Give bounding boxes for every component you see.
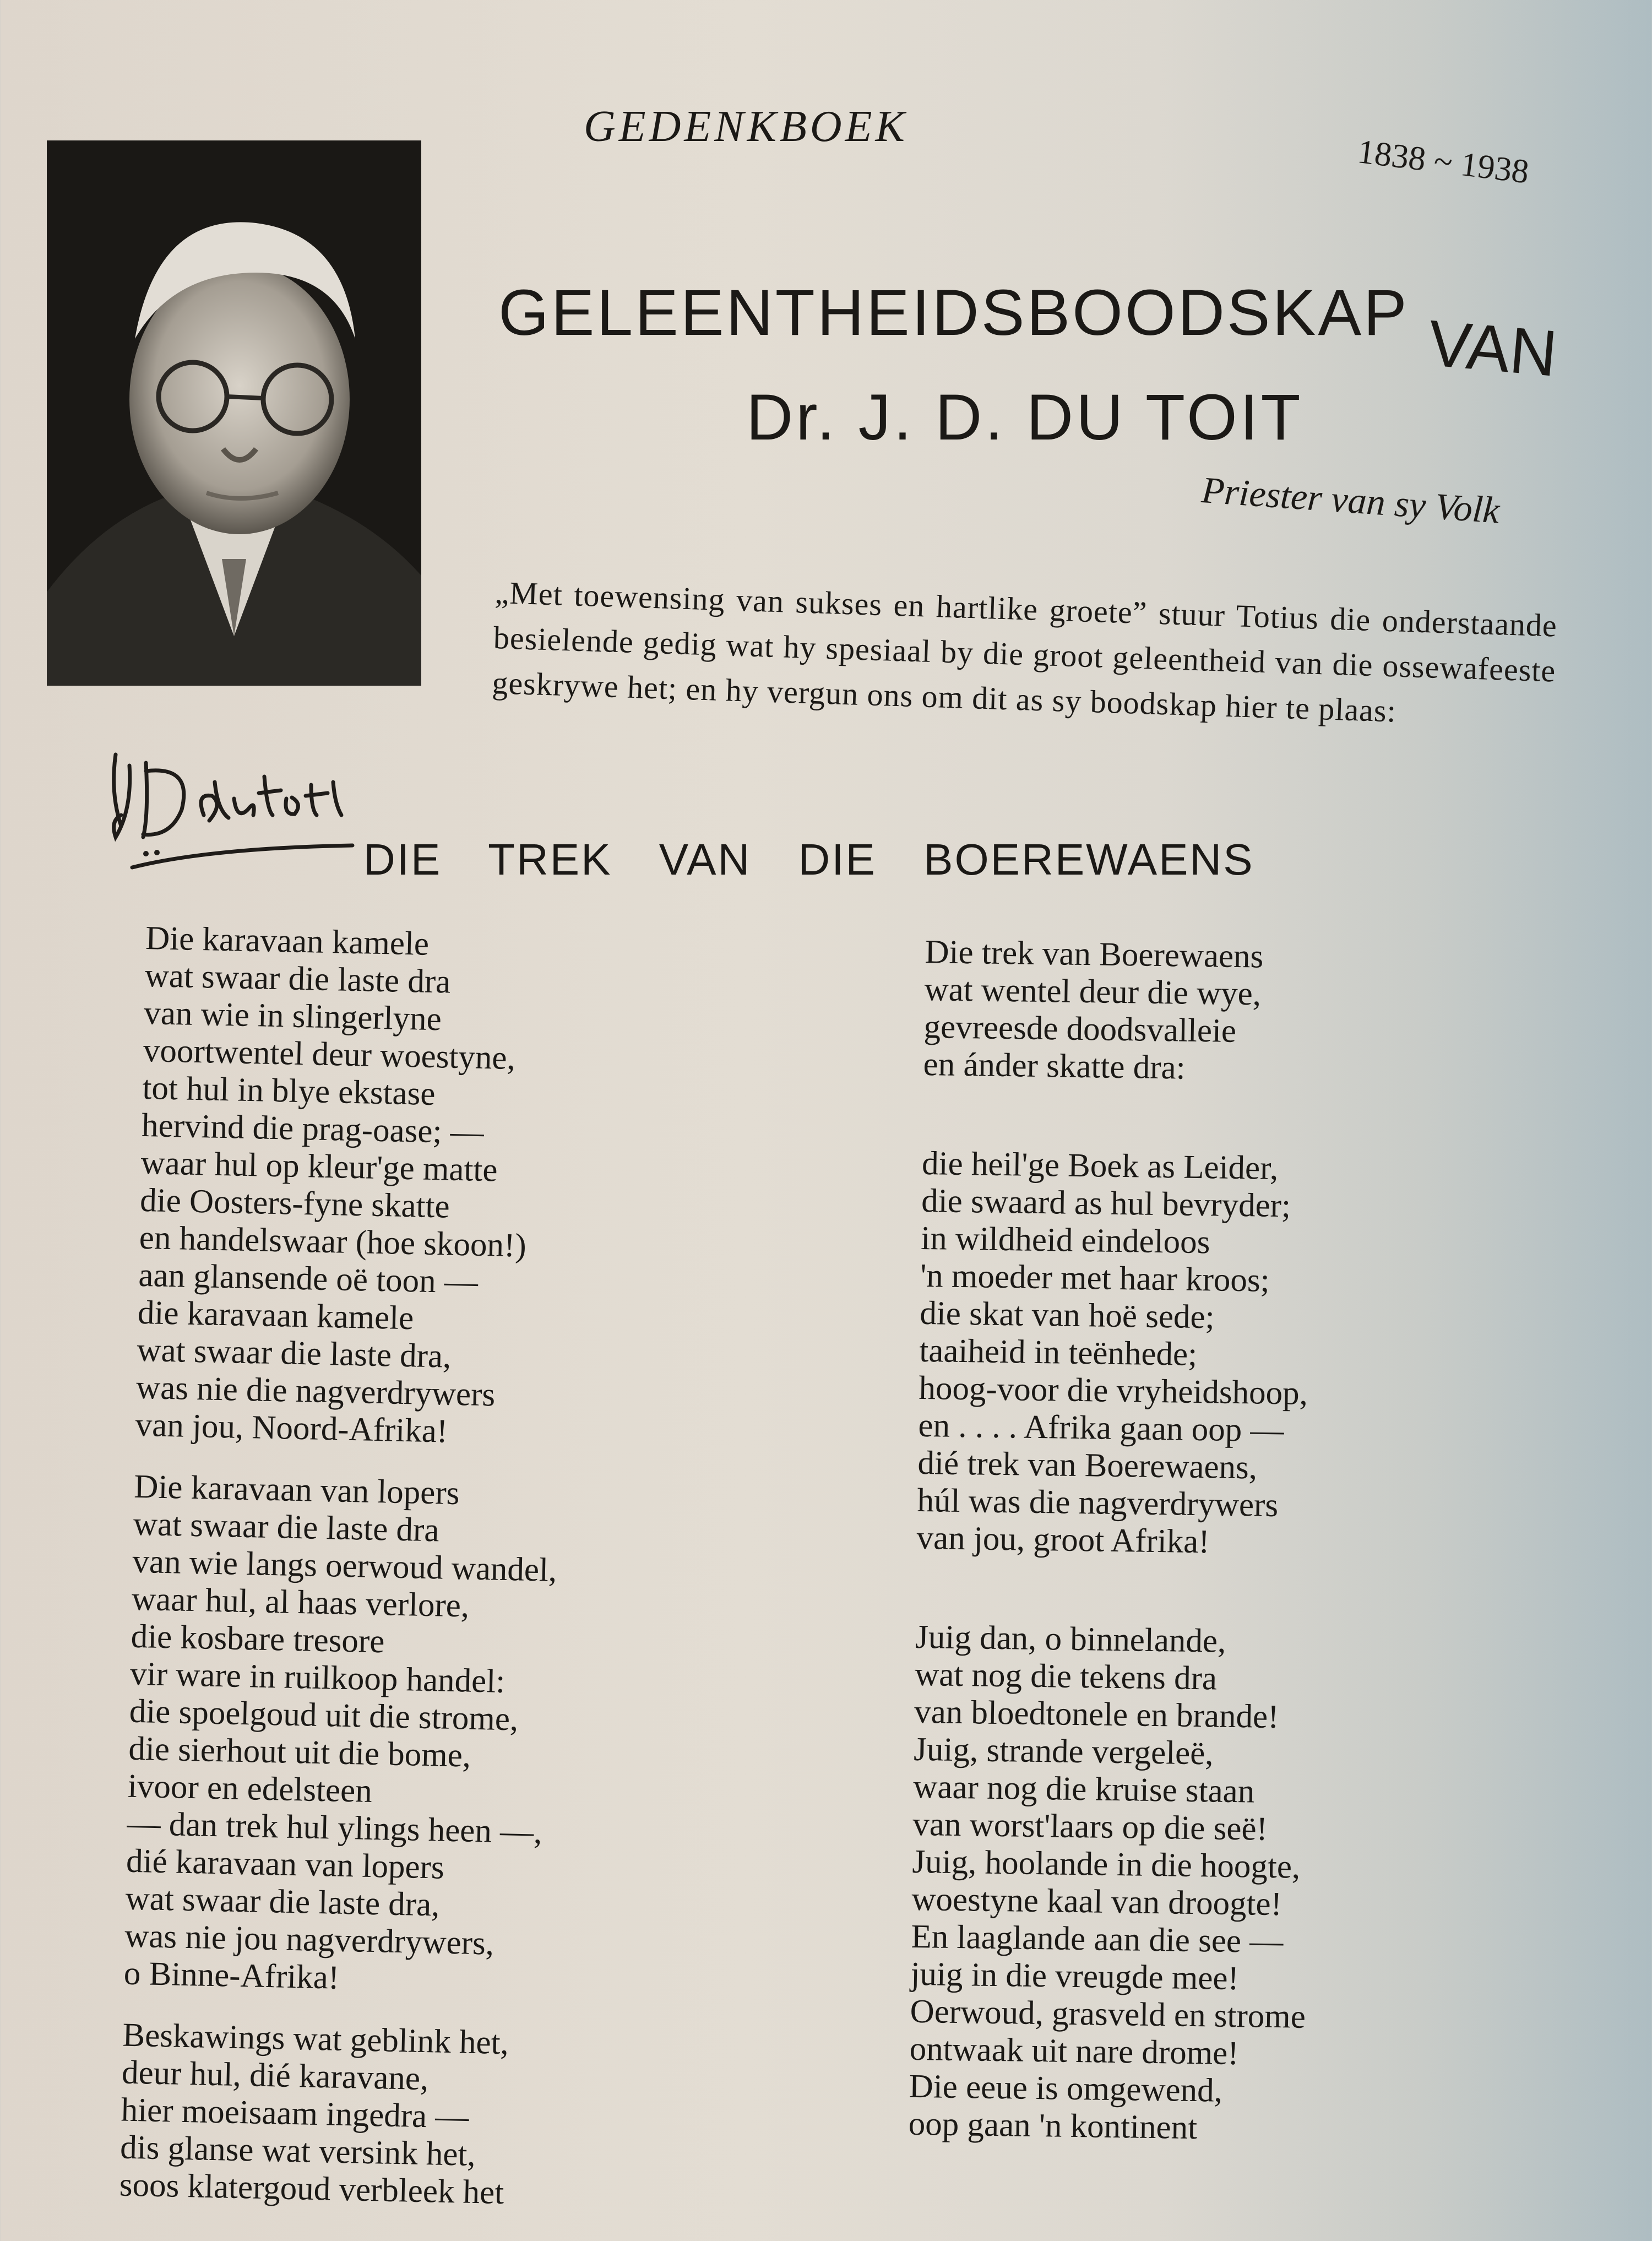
- year-range: 1838 ~ 1938: [1355, 132, 1531, 191]
- intro-paragraph: „Met toewensing van sukses en hartlike groete” stuur Totius die onderstaande besielende gedig wat hy spesiaal by die groot geleentheid van die ossewafeeste geskrywe het; en hy vergun ons om dit as sy boodskap hier te plaas:: [491, 574, 1558, 729]
- poem-line: van wie langs oerwoud wandel,: [132, 1543, 557, 1589]
- article-title-van: VAN: [1425, 306, 1560, 390]
- poem-line: hier moeisaam ingedra —: [121, 2091, 470, 2136]
- poem-line: húl was die nagverdrywers: [917, 1482, 1279, 1524]
- poem-line: juig in die vreugde mee!: [910, 1955, 1240, 1998]
- poem-title: DIE TREK VAN DIE BOEREWAENS: [363, 835, 1254, 884]
- poem-line: wat swaar die laste dra,: [136, 1331, 452, 1375]
- article-subtitle: Priester van sy Volk: [1200, 468, 1501, 531]
- poem-left-column: [118, 920, 752, 2241]
- poem-line: wat nog die tekens dra: [914, 1656, 1218, 1697]
- poem-line: die heil'ge Boek as Leider,: [921, 1144, 1279, 1187]
- handwritten-signature: [99, 732, 363, 892]
- poem-line: wat swaar die laste dra: [144, 957, 451, 1001]
- poem-line: was nie jou nagverdrywers,: [124, 1917, 494, 1962]
- poem-line: waar nog die kruise staan: [912, 1768, 1255, 1810]
- poem-line: tot hul in blye ekstase: [142, 1069, 436, 1113]
- poem-line: dié trek van Boerewaens,: [917, 1444, 1258, 1486]
- portrait-photo: [47, 140, 421, 686]
- poem-line: en ánder skatte dra:: [923, 1045, 1186, 1087]
- poem-line: Die eeue is omgewend,: [909, 2068, 1223, 2109]
- poem-line: wat swaar die laste dra: [133, 1505, 440, 1549]
- poem-stanza: [119, 2017, 729, 2217]
- poem-line: voortwentel deur woestyne,: [143, 1032, 516, 1077]
- poem-line: die swaard as hul bevryder;: [921, 1182, 1291, 1225]
- poem-line: Juig dan, o binnelande,: [915, 1618, 1226, 1660]
- poem-line: van bloedtonele en brande!: [914, 1693, 1279, 1736]
- poem-line: Beskawings wat geblink het,: [122, 2016, 509, 2062]
- poem-line: van jou, groot Afrika!: [916, 1519, 1210, 1561]
- poem-line: ontwaak uit nare drome!: [909, 2030, 1240, 2072]
- poem-line: en handelswaar (hoe skoon!): [139, 1219, 527, 1265]
- poem-line: en . . . . Afrika gaan oop —: [918, 1407, 1284, 1450]
- poem-line: oop gaan 'n kontinent: [908, 2105, 1198, 2147]
- poem-line: in wildheid eindeloos: [920, 1219, 1210, 1261]
- poem-line: waar hul, al haas verlore,: [131, 1580, 470, 1625]
- poem-line: En laaglande aan die see —: [911, 1918, 1284, 1961]
- poem-line: wat swaar die laste dra,: [125, 1880, 441, 1924]
- poem-line: — dan trek hul ylings heen —,: [126, 1805, 543, 1851]
- poem-line: soos klatergoud verbleek het: [119, 2166, 504, 2212]
- poem-line: die karavaan kamele: [137, 1294, 414, 1337]
- poem-line: dis glanse wat versink het,: [119, 2129, 476, 2174]
- article-title-line1: GELEENTHEIDSBOODSKAP: [498, 276, 1409, 349]
- poem-line: die sierhout uit die bome,: [128, 1730, 471, 1775]
- poem-stanza: [908, 1619, 1521, 2151]
- poem-line: taaiheid in teënhede;: [919, 1332, 1198, 1373]
- poem-line: Juig, hoolande in die hoogte,: [911, 1843, 1301, 1886]
- poem-line: wat wentel deur die wye,: [924, 970, 1262, 1013]
- poem-line: Die karavaan van lopers: [133, 1468, 460, 1512]
- poem-line: gevreesde doodsvalleie: [923, 1008, 1237, 1050]
- poem-line: waar hul op kleur'ge matte: [140, 1144, 498, 1189]
- poem-line: hoog-voor die vryheidshoop,: [919, 1369, 1308, 1412]
- poem-line: aan glansende oë toon —: [138, 1256, 479, 1301]
- poem-line: ivoor en edelsteen: [127, 1767, 373, 1810]
- poem-line: o Binne-Afrika!: [123, 1955, 340, 1996]
- poem-line: Oerwoud, grasveld en strome: [910, 1993, 1306, 2036]
- poem-line: die Oosters-fyne skatte: [139, 1181, 450, 1225]
- poem-line: dié karavaan van lopers: [126, 1842, 445, 1886]
- poem-stanza: [916, 1145, 1528, 1565]
- poem-right-column: [907, 934, 1531, 2213]
- poem-line: Juig, strande vergeleë,: [913, 1730, 1214, 1772]
- poem-stanza: [123, 1468, 740, 2005]
- poem-line: die spoelgoud uit die strome,: [129, 1692, 519, 1738]
- poem-line: Die karavaan kamele: [145, 920, 430, 963]
- poem-line: van jou, Noord-Afrika!: [135, 1406, 448, 1450]
- poem-line: van wie in slingerlyne: [143, 994, 442, 1038]
- poem-line: die kosbare tresore: [131, 1618, 385, 1661]
- poem-line: deur hul, dié karavane,: [121, 2054, 429, 2098]
- poem-line: woestyne kaal van droogte!: [911, 1880, 1283, 1923]
- poem-stanza: [923, 934, 1531, 1092]
- poem-line: hervind die prag-oase; —: [141, 1106, 485, 1151]
- running-head: GEDENKBOEK: [584, 102, 908, 151]
- poem-line: die skat van hoë sede;: [919, 1294, 1215, 1336]
- poem-stanza: [135, 920, 752, 1457]
- article-title-line2: Dr. J. D. DU TOIT: [746, 381, 1303, 454]
- poem-line: van worst'laars op die seë!: [912, 1805, 1268, 1848]
- poem-line: 'n moeder met haar kroos;: [920, 1257, 1270, 1299]
- poem-line: was nie die nagverdrywers: [135, 1369, 496, 1414]
- poem-line: vir ware in ruilkoop handel:: [129, 1655, 506, 1700]
- poem-line: Die trek van Boerewaens: [925, 934, 1264, 975]
